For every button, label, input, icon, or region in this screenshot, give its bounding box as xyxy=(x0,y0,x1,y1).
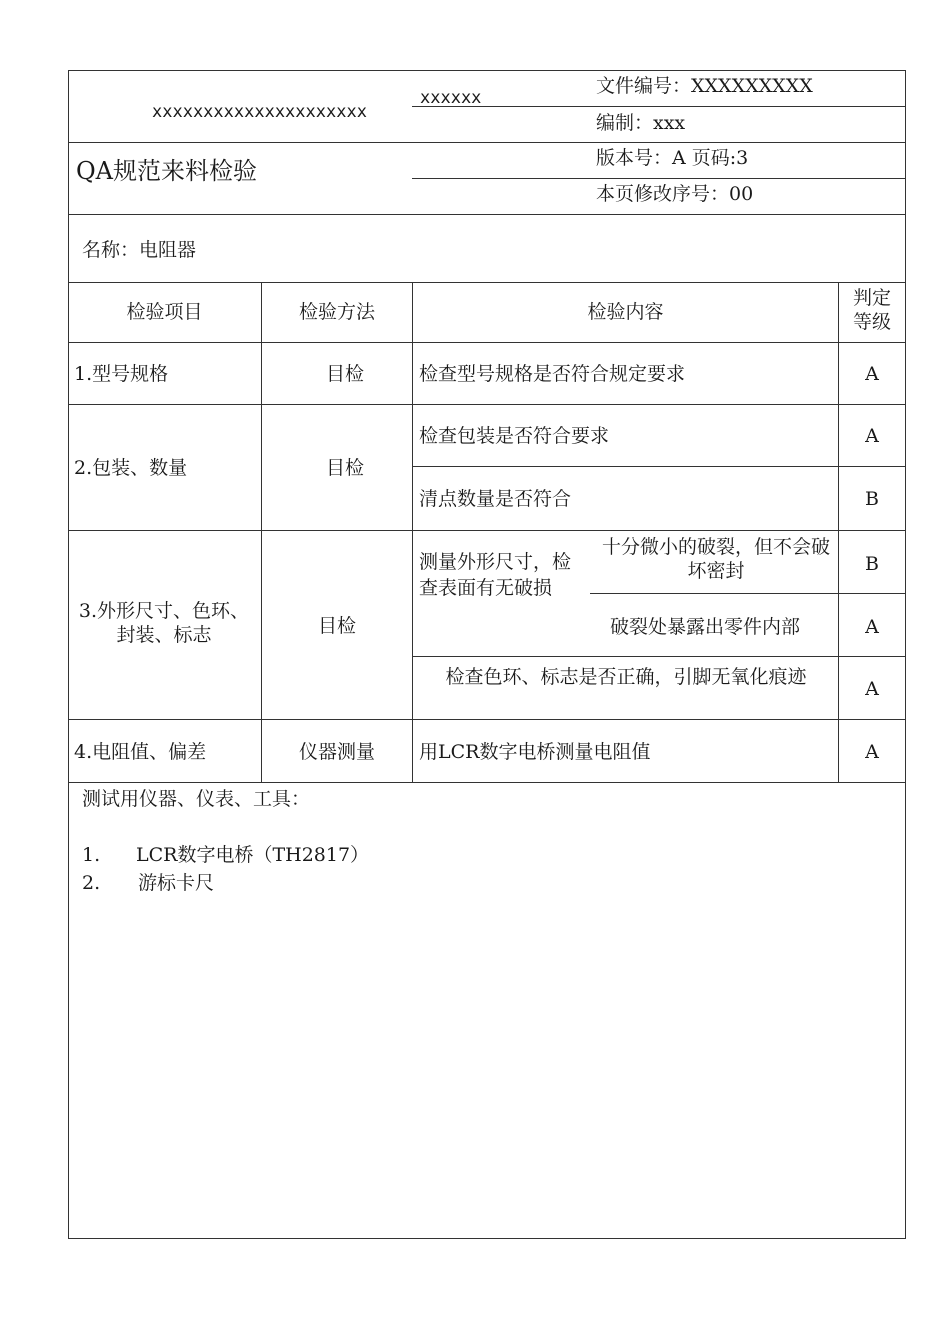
row2b-grade: B xyxy=(865,488,879,510)
rule xyxy=(68,282,906,283)
row3b-grade: A xyxy=(865,616,879,638)
rule xyxy=(68,404,906,405)
row2b-content: 清点数量是否符合 xyxy=(419,488,572,510)
col-header-grade: 判定等级 xyxy=(852,287,891,333)
rule xyxy=(590,593,906,594)
rule xyxy=(412,106,906,107)
row3a-grade: B xyxy=(865,553,879,575)
row2a-grade: A xyxy=(865,425,879,447)
rule xyxy=(68,719,906,720)
rule xyxy=(68,782,906,783)
revision: 本页修改序号：00 xyxy=(596,183,754,205)
rule xyxy=(412,178,906,179)
row3-method: 目检 xyxy=(317,615,356,637)
row3-item: 3.外形尺寸、色环、封装、标志 xyxy=(78,600,250,646)
row1-method: 目检 xyxy=(325,363,364,385)
rule xyxy=(838,282,839,782)
rule xyxy=(261,282,262,782)
rule xyxy=(68,142,906,143)
row4-content: 用LCR数字电桥测量电阻值 xyxy=(419,741,651,763)
tool-item-label: 游标卡尺 xyxy=(138,872,215,894)
row1-grade: A xyxy=(865,363,879,385)
col-header-content: 检验内容 xyxy=(587,301,664,323)
rule xyxy=(68,530,906,531)
editor: 编制：xxx xyxy=(596,112,686,134)
rule xyxy=(68,342,906,343)
row2a-content: 检查包装是否符合要求 xyxy=(419,425,610,447)
row3c-content: 检查色环、标志是否正确，引脚无氧化痕迹 xyxy=(445,666,807,688)
row2-method: 目检 xyxy=(325,457,364,479)
rule xyxy=(412,282,413,782)
row4-grade: A xyxy=(865,741,879,763)
tool-item-number: 1. xyxy=(82,844,101,866)
row3a-content: 十分微小的破裂，但不会破坏密封 xyxy=(601,536,830,582)
col-header-method: 检验方法 xyxy=(298,301,375,323)
rule xyxy=(68,214,906,215)
component-name: 名称：电阻器 xyxy=(82,239,197,261)
rule xyxy=(412,656,906,657)
row4-item: 4.电阻值、偏差 xyxy=(74,741,207,763)
tool-item-label: LCR数字电桥（TH2817） xyxy=(136,844,370,866)
company-placeholder: xxxxxxxxxxxxxxxxxxxxx xyxy=(152,102,367,122)
row3-group-label: 测量外形尺寸，检查表面有无破损 xyxy=(419,551,572,599)
row4-method: 仪器测量 xyxy=(298,741,375,763)
row1-item: 1.型号规格 xyxy=(74,363,169,385)
row1-content: 检查型号规格是否符合规定要求 xyxy=(419,363,686,385)
tool-item-number: 2. xyxy=(82,872,101,894)
row3c-grade: A xyxy=(865,678,879,700)
company-suffix: xxxxxx xyxy=(420,88,482,108)
page-title: QA规范来料检验 xyxy=(76,157,258,185)
doc-number: 文件编号：XXXXXXXXX xyxy=(596,75,813,97)
version: 版本号：A 页码:3 xyxy=(596,147,749,169)
row3b-content: 破裂处暴露出零件内部 xyxy=(610,616,801,638)
tools-title: 测试用仪器、仪表、工具： xyxy=(82,788,311,810)
col-header-item: 检验项目 xyxy=(126,301,203,323)
row2-item: 2.包装、数量 xyxy=(74,457,188,479)
rule xyxy=(412,466,906,467)
